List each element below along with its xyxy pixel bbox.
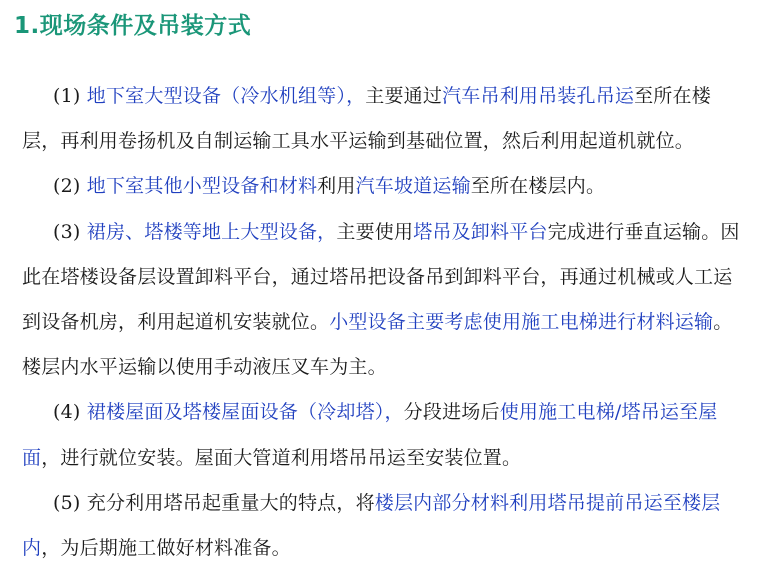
highlight-text: 汽车吊利用吊装孔吊运 xyxy=(442,85,635,107)
highlight-text: 裙楼屋面及塔楼屋面设备（冷却塔）， xyxy=(86,401,404,424)
highlight-text: 裙房、塔楼等地上大型设备， xyxy=(86,220,337,243)
highlight-text: 塔吊及卸料平台 xyxy=(413,220,548,243)
body-text: 主要通过 xyxy=(365,85,443,107)
body-text: 分段进场后 xyxy=(403,401,500,424)
highlight-text: 楼层内部分材料利用塔吊提前吊运至楼层内 xyxy=(22,491,721,560)
paragraph-2 xyxy=(22,164,746,209)
paragraph-5 xyxy=(22,481,746,571)
content-body xyxy=(22,74,746,571)
paragraph-number: (2) xyxy=(53,175,81,198)
body-text: 充分利用塔吊起重量大的特点，将 xyxy=(86,491,375,514)
highlight-text: 地下室大型设备（冷水机组等）， xyxy=(86,85,366,107)
highlight-text: 使用施工电梯/塔吊运至屋面 xyxy=(22,401,718,469)
body-text: ，为后期施工做好材料准备。 xyxy=(41,537,291,560)
body-text: 至所在楼层，再利用卷扬机及自制运输工具水平运输到基础位置，然后利用起道机就位。 xyxy=(22,85,711,153)
body-text: ，进行就位安装。屋面大管道利用塔吊吊运至安装位置。 xyxy=(41,446,522,469)
highlight-text: 地下室其他小型设备和材料 xyxy=(86,175,318,198)
paragraph-4 xyxy=(22,390,746,480)
paragraph-number: (5) xyxy=(53,491,81,514)
paragraph-number: (3) xyxy=(53,220,81,243)
page-title: 1.现场条件及吊装方式 xyxy=(14,13,252,39)
body-text: 至所在楼层内。 xyxy=(470,175,606,198)
highlight-text: 汽车坡道运输 xyxy=(355,175,471,198)
body-text: 主要使用 xyxy=(336,220,414,243)
paragraph-1 xyxy=(22,74,746,164)
paragraph-number: (4) xyxy=(53,401,81,424)
body-text: 利用 xyxy=(317,175,356,198)
highlight-text: 小型设备主要考虑使用施工电梯进行材料运输 xyxy=(329,311,714,334)
body-text: 。楼层内水平运输以使用手动液压叉车为主。 xyxy=(22,311,733,379)
paragraph-3 xyxy=(22,210,746,391)
body-text: 完成进行垂直运输。因此在塔楼设备层设置卸料平台，通过塔吊把设备吊到卸料平台，再通过机械或人工运到设备机房，利用起道机安装就位。 xyxy=(22,220,740,334)
paragraph-number: (1) xyxy=(53,85,81,107)
